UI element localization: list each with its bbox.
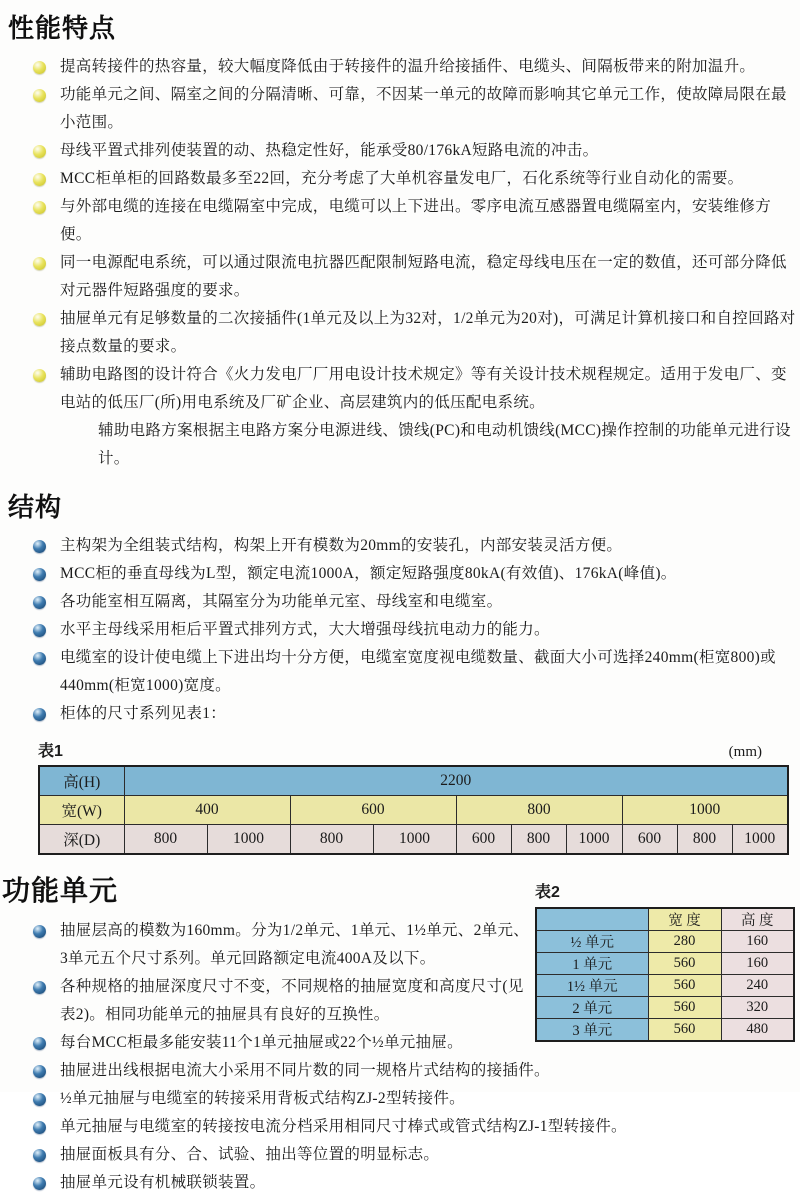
bullet-ball-icon [33,652,46,665]
cell: 280 [648,931,721,953]
list-item [0,1085,800,1113]
section-title-functional-units: 功能单元 [2,875,119,906]
cell: 800 [456,796,622,825]
cell: 800 [124,825,207,855]
structure-list [0,532,800,728]
list-item [0,1057,800,1085]
list-item-text: 抽屉进出线根据电流大小采用不同片数的同一规格片式结构的接插件。 [60,1062,550,1079]
bullet-ball-icon [33,596,46,609]
list-item-text: 提高转接件的热容量，较大幅度降低由于转接件的温升给接插件、电缆头、间隔板带来的附加温升。 [60,58,756,75]
table2-caption: 表2 [535,884,560,901]
bullet-ball-icon [33,981,46,994]
table-row [536,931,794,953]
list-item-text: 抽屉面板具有分、合、试验、抽出等位置的明显标志。 [60,1146,440,1163]
cell: 160 [721,931,794,953]
cell: 560 [648,1019,721,1042]
functional-list-full [0,1057,800,1197]
bullet-ball-icon [33,257,46,270]
bullet-ball-icon [33,540,46,553]
cell: 1000 [622,796,788,825]
list-item [0,700,800,728]
cell: 800 [290,825,373,855]
cell: 600 [622,825,677,855]
list-item [0,1029,535,1057]
table1-block [38,738,776,855]
row-header-cell: 1 单元 [536,953,648,975]
list-item [0,917,535,973]
row-header-cell: 宽(W) [39,796,124,825]
list-item-text: 与外部电缆的连接在电缆隔室中完成，电缆可以上下进出。零序电流互感器置电缆隔室内，安装维修方便。 [60,198,772,243]
table-row [536,975,794,997]
bullet-ball-icon [33,1149,46,1162]
list-item [0,588,800,616]
bullet-ball-icon [33,1177,46,1190]
row-header-cell: 1½ 单元 [536,975,648,997]
list-item [0,973,535,1029]
cell: 600 [456,825,511,855]
row-header-cell: 3 单元 [536,1019,648,1042]
list-item [0,1169,800,1197]
row-header-cell: 2 单元 [536,997,648,1019]
cell: 560 [648,953,721,975]
auxiliary-circuit-note: 辅助电路方案根据主电路方案分电源进线、馈线(PC)和电动机馈线(MCC)操作控制的功能单元进行设计。 [98,422,791,467]
table-row [536,953,794,975]
list-item [0,53,800,81]
list-item-text: MCC柜的垂直母线为L型，额定电流1000A，额定短路强度80kA(有效值)、176kA(峰值)。 [60,565,677,582]
bullet-ball-icon [33,624,46,637]
list-item [0,361,800,417]
list-item [0,560,800,588]
row-header-cell: ½ 单元 [536,931,648,953]
list-item [0,193,800,249]
table-row-width [39,796,788,825]
list-item-text: 母线平置式排列使装置的动、热稳定性好，能承受80/176kA短路电流的冲击。 [60,142,599,159]
bullet-ball-icon [33,568,46,581]
column-header-cell: 高 度 [721,908,794,931]
list-item-text: 水平主母线采用柜后平置式排列方式，大大增强母线抗电动力的能力。 [60,621,550,638]
list-item-text: 抽屉层高的模数为160mm。分为1/2单元、1单元、1½单元、2单元、3单元五个尺寸系列。单元回路额定电流400A及以下。 [60,922,530,967]
bullet-ball-icon [33,61,46,74]
list-item-text: 各功能室相互隔离，其隔室分为功能单元室、母线室和电缆室。 [60,593,503,610]
table2-block [535,879,793,1042]
section-functional-units [0,869,800,1197]
list-item-text: 主构架为全组装式结构，构架上开有模数为20mm的安装孔，内部安装灵活方便。 [60,537,623,554]
bullet-ball-icon [33,313,46,326]
cell: 800 [677,825,732,855]
list-item-text: 辅助电路图的设计符合《火力发电厂厂用电设计技术规定》等有关设计技术规程规定。适用于发电厂、变电站的低压厂(所)用电系统及厂矿企业、高层建筑内的低压配电系统。 [60,366,787,411]
cell: 1000 [732,825,788,855]
bullet-ball-icon [33,925,46,938]
list-item-text: MCC柜单柜的回路数最多至22回，充分考虑了大单机容量发电厂，石化系统等行业自动化的需要。 [60,170,744,187]
performance-list [0,53,800,417]
list-item-text: 单元抽屉与电缆室的转接按电流分档采用相同尺寸棒式或管式结构ZJ-1型转接件。 [60,1118,627,1135]
cell: 1000 [207,825,290,855]
bullet-ball-icon [33,1065,46,1078]
list-item [0,616,800,644]
section-title-structure: 结构 [8,492,63,522]
bullet-ball-icon [33,708,46,721]
list-item [0,1113,800,1141]
list-item-text: 同一电源配电系统，可以通过限流电抗器匹配限制短路电流，稳定母线电压在一定的数值，还可部分降低对元器件短路强度的要求。 [60,254,787,299]
cell: 480 [721,1019,794,1042]
list-item-text: 电缆室的设计使电缆上下进出均十分方便，电缆室宽度视电缆数量、截面大小可选择240mm(柜宽800)或440mm(柜宽1000)宽度。 [60,649,776,694]
table-row [536,1019,794,1042]
drawer-unit-size-table [535,907,795,1042]
list-item [0,249,800,305]
cell: 800 [511,825,566,855]
section-structure [0,487,800,855]
table-row-depth [39,825,788,855]
table1-caption: 表1 [38,743,63,760]
cell [536,908,648,931]
cell: 160 [721,953,794,975]
table-row [536,997,794,1019]
list-item-text: 每台MCC柜最多能安装11个1单元抽屉或22个½单元抽屉。 [60,1034,463,1051]
list-item [0,165,800,193]
list-item-text: ½单元抽屉与电缆室的转接采用背板式结构ZJ-2型转接件。 [60,1090,465,1107]
list-item [0,305,800,361]
functional-list-left [0,917,535,1057]
table1-unit-label: (mm) [728,744,762,760]
section-title-performance: 性能特点 [8,13,117,43]
cell: 2200 [124,766,788,796]
list-item [0,532,800,560]
table1-caption-row [38,738,762,761]
cell: 400 [124,796,290,825]
list-item-text: 抽屉单元有足够数量的二次接插件(1单元及以上为32对，1/2单元为20对)，可满足计算机接口和自控回路对接点数量的要求。 [60,310,796,355]
list-item-text: 功能单元之间、隔室之间的分隔清晰、可靠，不因某一单元的故障而影响其它单元工作，使故障局限在最小范围。 [60,86,787,131]
cabinet-dimensions-table [38,765,789,855]
list-item [0,644,800,700]
cell: 240 [721,975,794,997]
cell: 1000 [373,825,456,855]
bullet-ball-icon [33,173,46,186]
cell: 600 [290,796,456,825]
list-item-text: 抽屉单元设有机械联锁装置。 [60,1174,266,1191]
column-header-cell: 宽 度 [648,908,721,931]
cell: 560 [648,997,721,1019]
list-item [0,1141,800,1169]
row-header-cell: 高(H) [39,766,124,796]
bullet-ball-icon [33,1121,46,1134]
cell: 320 [721,997,794,1019]
table-row-height [39,766,788,796]
table-header-row [536,908,794,931]
list-item [0,81,800,137]
bullet-ball-icon [33,1093,46,1106]
list-item [0,137,800,165]
bullet-ball-icon [33,1037,46,1050]
cell: 560 [648,975,721,997]
bullet-ball-icon [33,89,46,102]
bullet-ball-icon [33,201,46,214]
section-performance [0,0,800,473]
list-item-text: 各种规格的抽屉深度尺寸不变，不同规格的抽屉宽度和高度尺寸(见表2)。相同功能单元的抽屉具有良好的互换性。 [60,978,524,1023]
cell: 1000 [566,825,622,855]
list-item-text: 柜体的尺寸系列见表1： [60,705,227,722]
bullet-ball-icon [33,369,46,382]
bullet-ball-icon [33,145,46,158]
row-header-cell: 深(D) [39,825,124,855]
